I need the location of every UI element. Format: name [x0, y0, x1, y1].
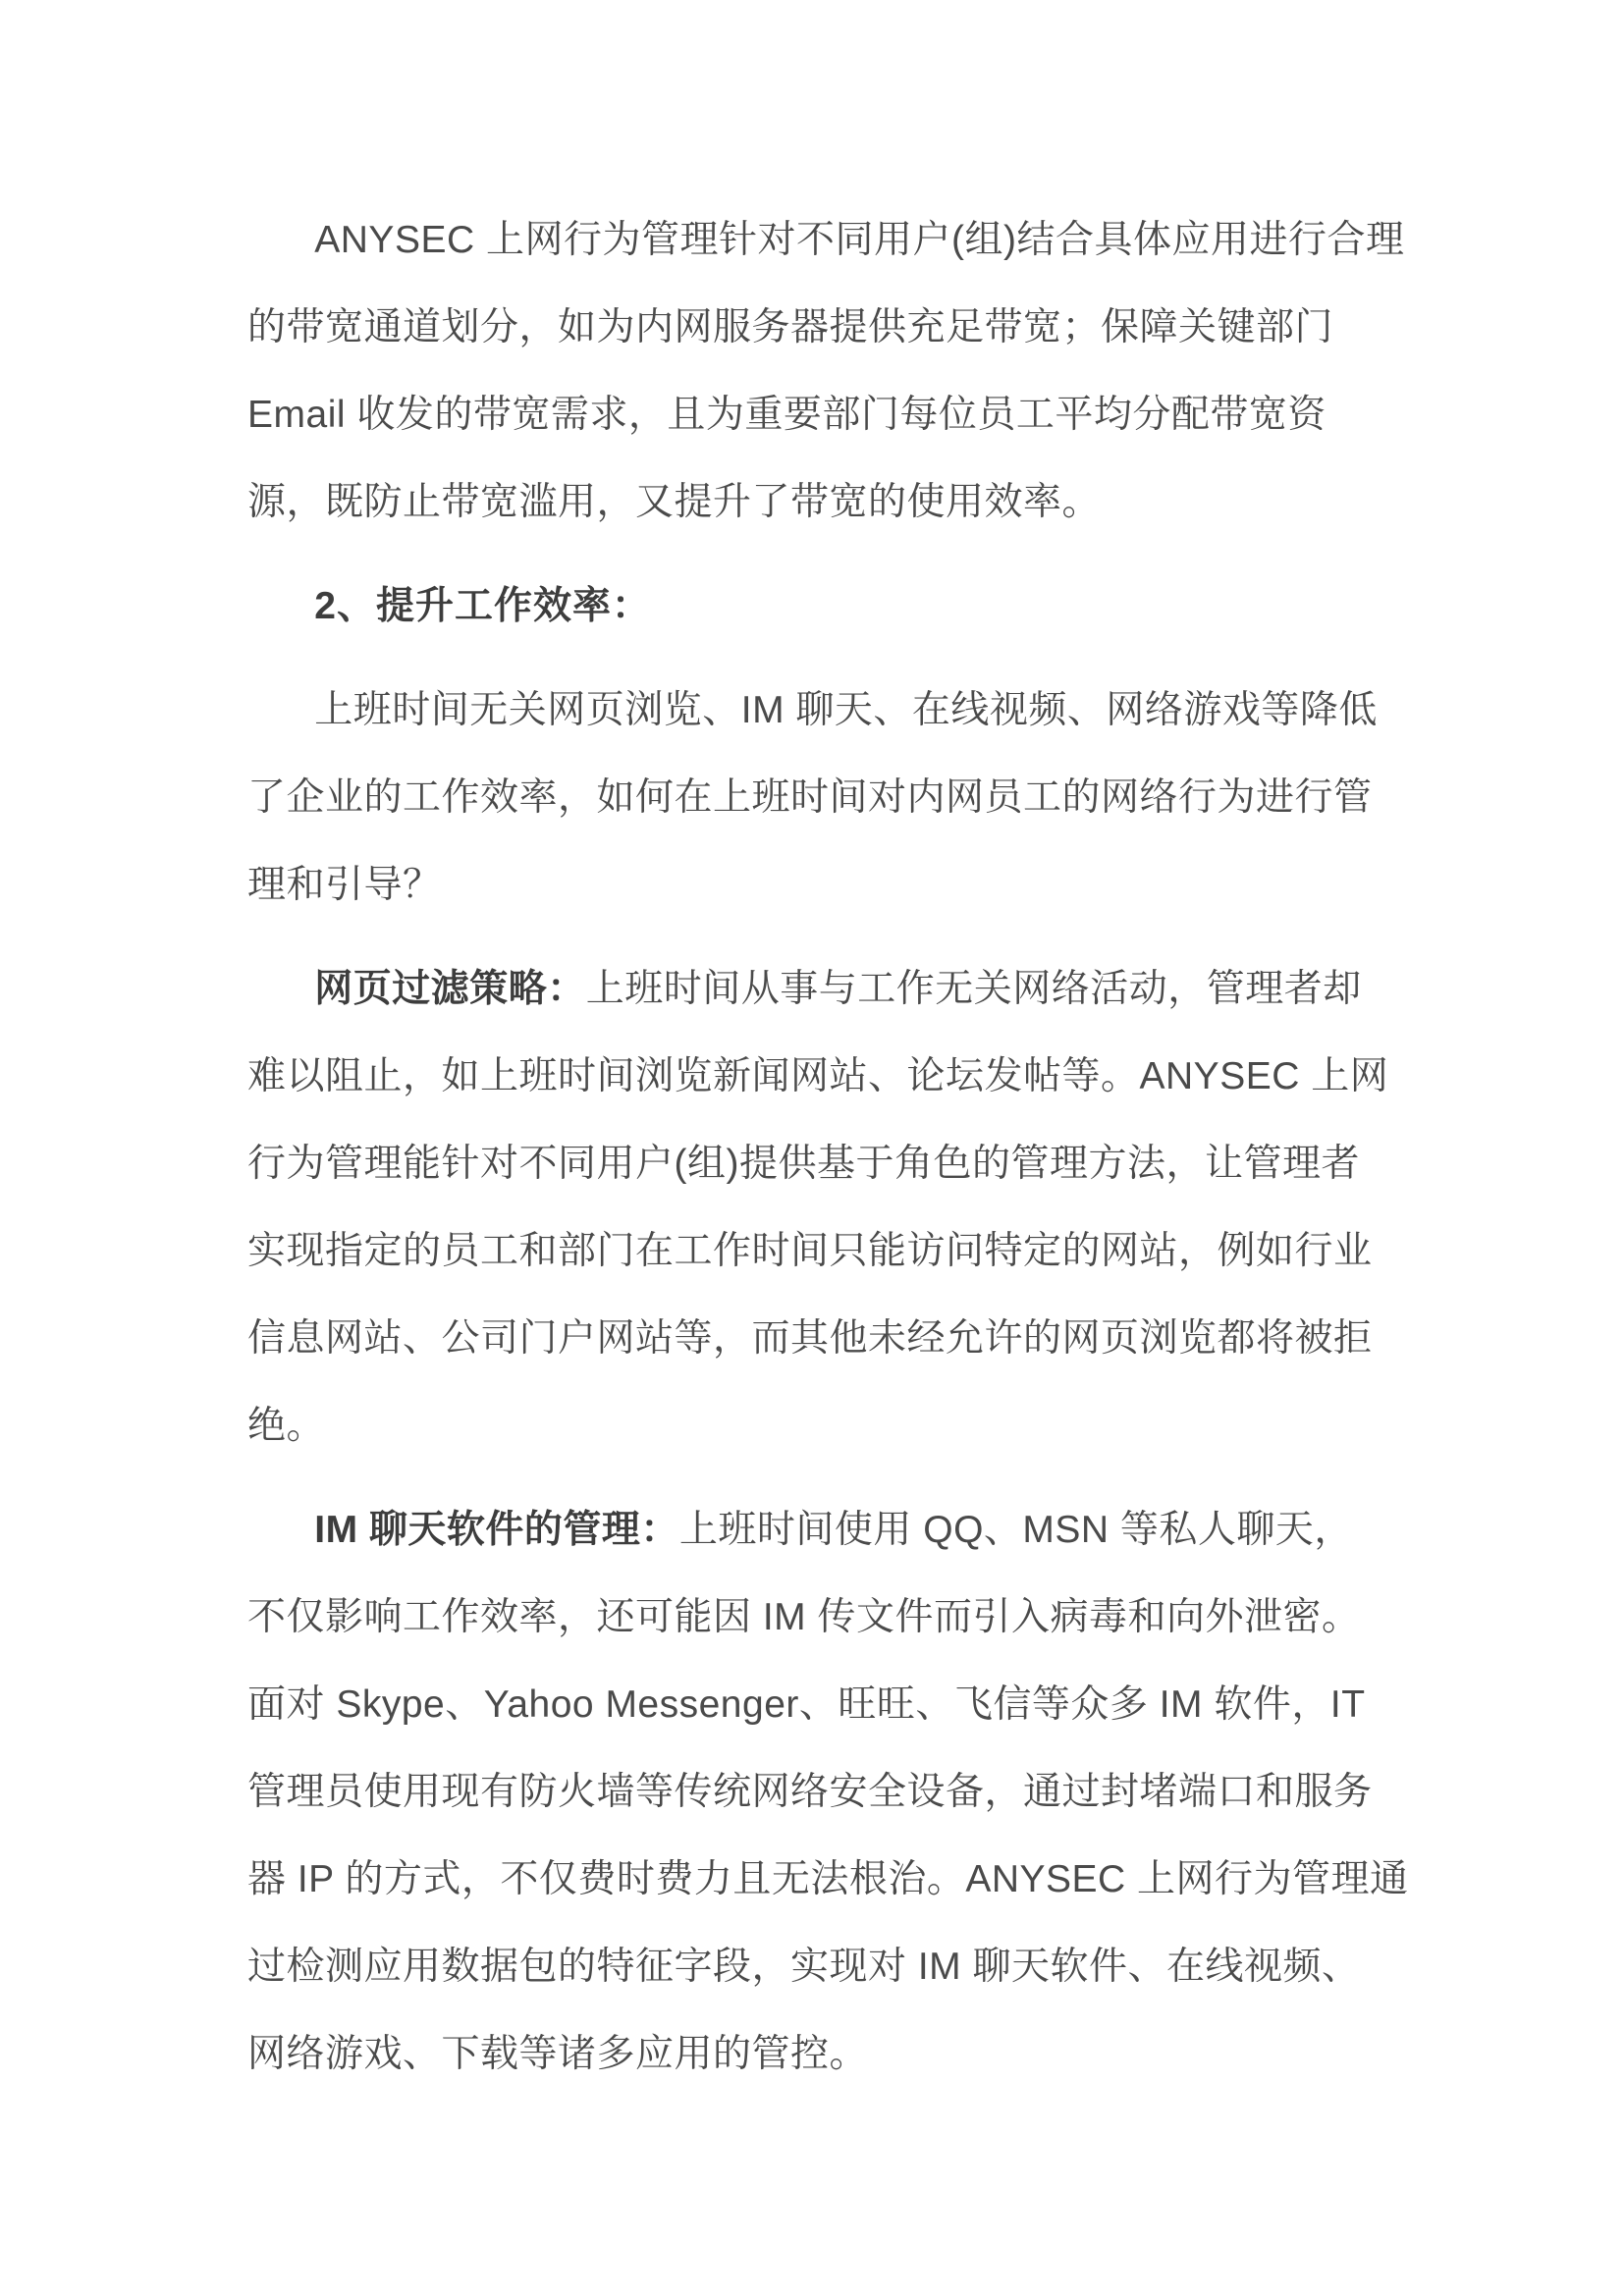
paragraph	[247, 667, 1377, 929]
text-line: 上班时间无关网页浏览、IM 聊天、在线视频、网络游戏等降低	[314, 689, 1378, 731]
paragraph	[247, 196, 1405, 546]
text-line: 网页过滤策略：上班时间从事与工作无关网络活动，管理者却	[314, 968, 1362, 1010]
text-line: 实现指定的员工和部门在工作时间只能访问特定的网站，例如行业	[247, 1230, 1373, 1272]
paragraph	[247, 945, 1389, 1469]
text-line: 器 IP 的方式，不仅费时费力且无法根治。ANYSEC 上网行为管理通	[247, 1858, 1409, 1900]
paragraph	[247, 1486, 1409, 2098]
text-line: 信息网站、公司门户网站等，而其他未经允许的网页浏览都将被拒	[247, 1317, 1373, 1360]
text-line: ANYSEC 上网行为管理针对不同用户(组)结合具体应用进行合理	[314, 219, 1405, 261]
text-line: 不仅影响工作效率，还可能因 IM 传文件而引入病毒和向外泄密。	[247, 1596, 1361, 1638]
text-line: 面对 Skype、Yahoo Messenger、旺旺、飞信等众多 IM 软件，IT	[247, 1683, 1366, 1726]
document-body	[247, 196, 1409, 2098]
text-line: 了企业的工作效率，如何在上班时间对内网员工的网络行为进行管	[247, 776, 1373, 819]
heading-line: 2、提升工作效率：	[314, 585, 651, 627]
text-line: 行为管理能针对不同用户(组)提供基于角色的管理方法，让管理者	[247, 1143, 1360, 1185]
text-line: 理和引导？	[247, 864, 442, 906]
text-line: 过检测应用数据包的特征字段，实现对 IM 聊天软件、在线视频、	[247, 1946, 1361, 1988]
text-line: 绝。	[247, 1405, 326, 1447]
text-line: 难以阻止，如上班时间浏览新闻网站、论坛发帖等。ANYSEC 上网	[247, 1055, 1389, 1097]
lead-emphasis: IM 聊天软件的管理：	[314, 1509, 679, 1551]
text-line: 管理员使用现有防火墙等传统网络安全设备，通过封堵端口和服务	[247, 1771, 1373, 1813]
section-heading	[247, 562, 1377, 650]
text-line: 网络游戏、下载等诸多应用的管控。	[247, 2033, 869, 2075]
text-line: 源，既防止带宽滥用，又提升了带宽的使用效率。	[247, 481, 1102, 523]
text-line: 的带宽通道划分，如为内网服务器提供充足带宽；保障关键部门	[247, 306, 1334, 348]
text-line: Email 收发的带宽需求，且为重要部门每位员工平均分配带宽资	[247, 394, 1326, 436]
text-line: IM 聊天软件的管理：上班时间使用 QQ、MSN 等私人聊天，	[314, 1509, 1353, 1551]
lead-emphasis: 网页过滤策略：	[314, 968, 586, 1010]
